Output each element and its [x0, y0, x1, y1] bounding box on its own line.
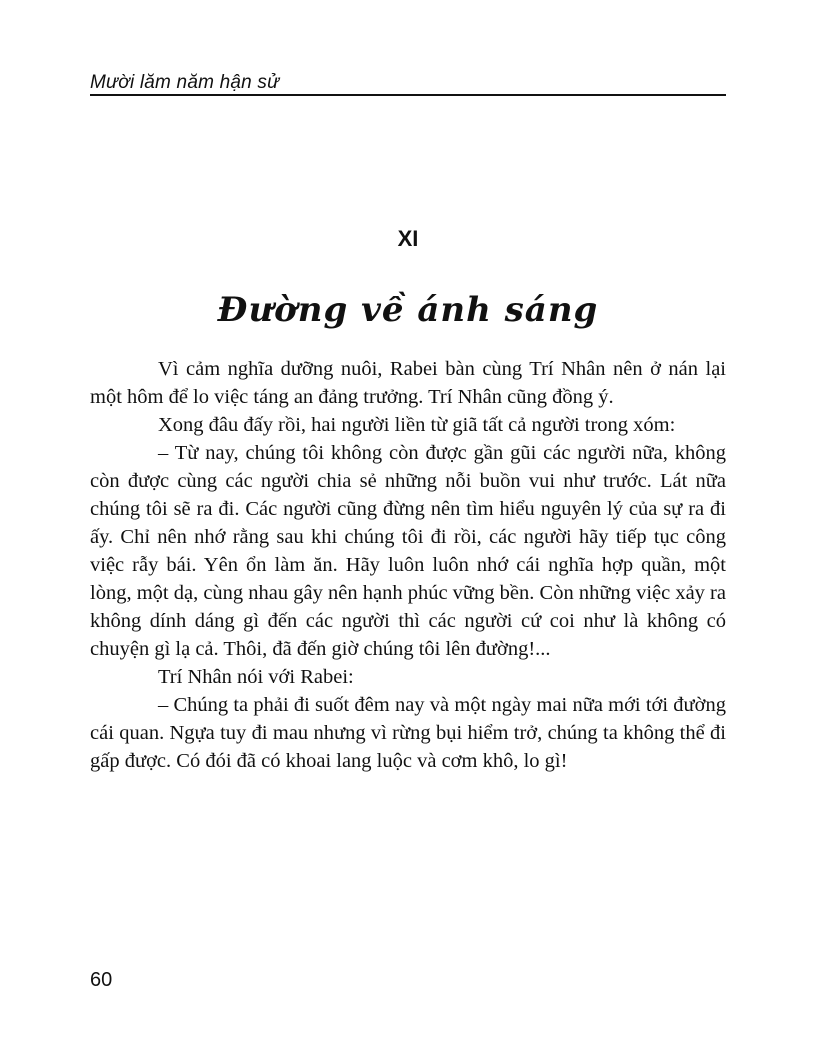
paragraph-3: – Từ nay, chúng tôi không còn được gần gũi các người nữa, không còn được cùng các người chia sẻ những nỗi buồn vui như trước. Lát nữa chúng tôi sẽ ra đi. Các người cũng đừng nên tìm hiểu nguyên lý của sự ra đi ấy. Chỉ nên nhớ rằng sau khi chúng tôi đi rồi, các người hãy tiếp tục công việc rẫy bái. Yên ổn làm ăn. Hãy luôn luôn nhớ cái nghĩa hợp quần, một lòng, một dạ, cùng nhau gây nên hạnh phúc vững bền. Còn những việc xảy ra không dính dáng gì đến các người thì các người cứ coi như là không có chuyện gì lạ cả. Thôi, đã đến giờ chúng tôi lên đường!...	[90, 442, 726, 660]
paragraph-4: Trí Nhân nói với Rabei:	[158, 666, 354, 688]
page-number: 60	[90, 969, 113, 991]
running-header: Mười lăm năm hận sử	[90, 72, 280, 93]
paragraph-2: Xong đâu đấy rồi, hai người liền từ giã tất cả người trong xóm:	[158, 414, 676, 436]
paragraph-5: – Chúng ta phải đi suốt đêm nay và một ngày mai nữa mới tới đường cái quan. Ngựa tuy đi mau nhưng vì rừng bụi hiểm trở, chúng ta không thể đi gấp được. Có đói đã có khoai lang luộc và cơm khô, lo gì!	[90, 694, 726, 772]
chapter-number: XI	[397, 226, 419, 251]
paragraph-1: Vì cảm nghĩa dưỡng nuôi, Rabei bàn cùng Trí Nhân nên ở nán lại một hôm để lo việc táng an đảng trưởng. Trí Nhân cũng đồng ý.	[90, 358, 726, 408]
chapter-title: Đường về ánh sáng	[217, 290, 599, 330]
header-rule	[90, 94, 726, 96]
body-text	[90, 355, 726, 775]
